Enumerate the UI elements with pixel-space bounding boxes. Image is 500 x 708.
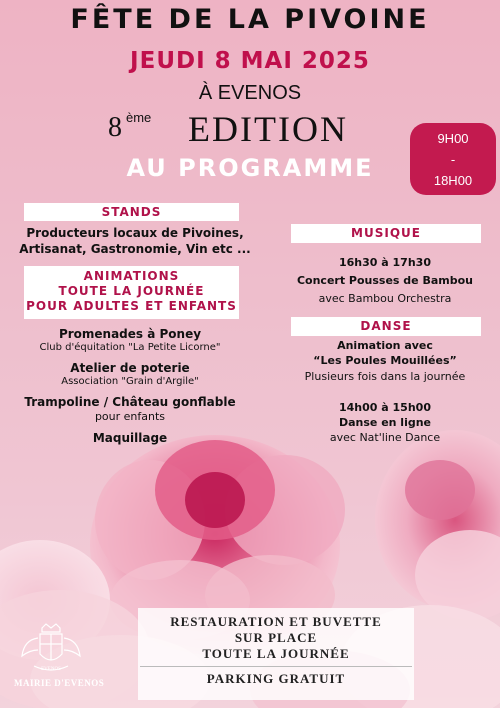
event-title: FÊTE DE LA PIVOINE bbox=[70, 4, 430, 35]
stands-line-2: Artisanat, Gastronomie, Vin etc ... bbox=[19, 242, 251, 256]
danse-item-2-time: 14h00 à 15h00 bbox=[339, 401, 431, 414]
danse-item-2-name: Danse en ligne bbox=[338, 416, 432, 429]
footer-line-2: SUR PLACE bbox=[234, 630, 318, 645]
musique-time: 16h30 à 17h30 bbox=[339, 256, 431, 269]
musique-concert-name: Concert Pousses de Bambou bbox=[296, 274, 474, 287]
animation-item-title: Maquillage bbox=[92, 431, 168, 445]
danse-item-1-line-1: Animation avec bbox=[337, 339, 433, 352]
danse-item-1-line-3: Plusieurs fois dans la journée bbox=[304, 370, 466, 383]
event-date: JEUDI 8 MAI 2025 bbox=[130, 48, 370, 74]
danse-item-1-line-2: “Les Poules Mouillées” bbox=[313, 354, 457, 367]
animation-item-title: Trampoline / Château gonflable bbox=[24, 395, 236, 409]
mairie-caption: MAIRIE D'EVENOS bbox=[14, 678, 105, 688]
animation-item-detail: Club d'équitation "La Petite Licorne" bbox=[39, 342, 221, 353]
svg-text:EVENOS: EVENOS bbox=[41, 667, 61, 672]
edition-number: 8 bbox=[108, 112, 122, 143]
animations-heading-line-2: TOUTE LA JOURNÉE bbox=[58, 284, 205, 298]
stands-heading: STANDS bbox=[24, 203, 239, 221]
hours-dash: - bbox=[450, 152, 456, 167]
animation-item-title: Atelier de poterie bbox=[70, 361, 190, 375]
hours-start: 9H00 bbox=[437, 131, 469, 146]
edition-suffix: ème bbox=[126, 110, 152, 125]
hours-end: 18H00 bbox=[433, 173, 473, 188]
danse-heading: DANSE bbox=[291, 317, 481, 336]
mairie-crest-icon bbox=[16, 620, 86, 678]
animations-heading-line-3: POUR ADULTES ET ENFANTS bbox=[26, 299, 237, 313]
edition-word: EDITION bbox=[188, 109, 348, 149]
musique-heading: MUSIQUE bbox=[291, 224, 481, 243]
animations-heading-line-1: ANIMATIONS bbox=[83, 269, 180, 283]
programme-heading: AU PROGRAMME bbox=[126, 154, 374, 182]
musique-performer: avec Bambou Orchestra bbox=[318, 292, 452, 305]
event-location: À EVENOS bbox=[198, 82, 302, 104]
footer-line-3: TOUTE LA JOURNÉE bbox=[202, 646, 350, 661]
hours-badge bbox=[410, 123, 496, 195]
animation-item-title: Promenades à Poney bbox=[58, 327, 202, 341]
footer-line-1: RESTAURATION ET BUVETTE bbox=[170, 614, 382, 629]
animations-heading bbox=[24, 266, 239, 319]
footer-separator bbox=[140, 666, 412, 667]
animation-item-detail: pour enfants bbox=[94, 410, 166, 423]
danse-item-2-performer: avec Nat'line Dance bbox=[329, 431, 441, 444]
parking-text: PARKING GRATUIT bbox=[206, 671, 346, 686]
animation-item-detail: Association "Grain d'Argile" bbox=[61, 376, 199, 387]
stands-line-1: Producteurs locaux de Pivoines, bbox=[26, 226, 244, 240]
